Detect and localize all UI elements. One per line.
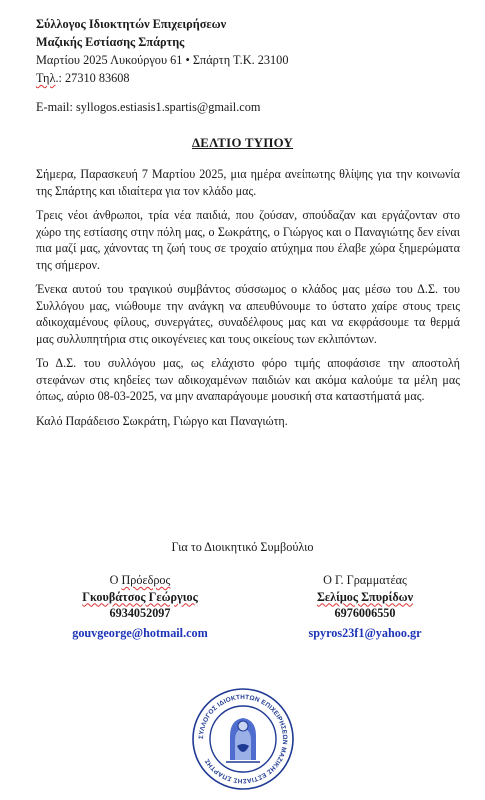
org-phone <box>36 69 456 87</box>
signatory-email: gouvgeorge@hotmail.com <box>72 625 208 640</box>
signature-president <box>40 572 240 641</box>
org-name: Σύλλογος Ιδιοκτητών Επιχειρήσεων <box>36 17 227 31</box>
document-body <box>36 166 460 437</box>
role-title: Γραμματέας <box>346 573 407 587</box>
association-seal-logo <box>190 686 296 792</box>
signatory-name-text: Γκουβάτσος Γεώργιος <box>82 589 198 604</box>
paragraph: Το Δ.Σ. του συλλόγου μας, ως ελάχιστο φόρο τιμής αποφάσισε την αποστολή στεφάνων στις κηδείες των αδικοχαμένων παιδιών και ακόμα καλούμε τα μέλη μας όπως, αύριο 08-03-2025, να μην αναπαράγουμε μουσική στα καταστήματά μας. <box>36 356 460 403</box>
letterhead <box>36 15 456 116</box>
signatory-role <box>265 572 465 589</box>
paragraph: Τρεις νέοι άνθρωποι, τρία νέα παιδιά, που ζούσαν, σπούδαζαν και εργάζονταν στο χώρο της εστίασης στην πόλη μας, ο Σωκράτης, ο Γιώργος και ο Παναγιώτης δεν είναι πια μαζί μας, χάνοντας τη ζωή τους σε τροχαίο ατύχημα που έλαβε χώρα ξημερώματα της σήμερον. <box>36 208 460 272</box>
role-prefix: Ο Γ. <box>323 573 347 587</box>
signatory-phone: 6976006550 <box>334 606 396 620</box>
document-title: ΔΕΛΤΙΟ ΤΥΠΟΥ <box>191 136 294 150</box>
signatory-role <box>40 572 240 589</box>
seal-text: ΣΥΛΛΟΓΟΣ ΙΔΙΟΚΤΗΤΩΝ ΕΠΙΧΕΙΡΗΣΕΩΝ ΜΑΖΙΚΗΣ ΕΣΤΙΑΣΗΣ ΣΠΑΡΤΗΣ <box>197 693 289 785</box>
role-prefix: Ο <box>109 573 122 587</box>
org-address: Μαρτίου 2025 Λυκούργου 61 • Σπάρτη Τ.Κ. 23100 <box>36 53 289 67</box>
signatory-name <box>265 589 465 606</box>
closing-line: Καλό Παράδεισο Σωκράτη, Γιώργο και Παναγιώτη. <box>36 413 288 428</box>
paragraph: Ένεκα αυτού του τραγικού συμβάντος σύσσωμος ο κλάδος μας μέσω του Δ.Σ. του Συλλόγου μας, νιώθουμε την ανάγκη να απευθύνουμε το ύστατο χαίρε στους τρεις αδικοχαμένους φίλους, συνεργάτες, συναδέλφους μας και να εκφράσουμε τα θερμά μας συλλυπητήρια στις οικογένειες και τους οικείους των εκλιπόντων. <box>36 282 460 346</box>
signatory-phone: 6934052097 <box>109 606 171 620</box>
org-subtitle: Μαζικής Εστίασης Σπάρτης <box>36 35 185 49</box>
signature-secretary <box>265 572 465 641</box>
signatory-name <box>40 589 240 606</box>
paragraph: Σήμερα, Παρασκευή 7 Μαρτίου 2025, μια ημέρα ανείπωτης θλίψης για την κοινωνία της Σπάρτης και ιδιαίτερα για τον κλάδο μας. <box>36 167 460 198</box>
signatory-name-text: Σελίμος Σπυρίδων <box>316 589 414 604</box>
seal-figure-icon <box>226 718 260 762</box>
phone-label: Τηλ <box>36 71 56 85</box>
board-line: Για το Διοικητικό Συμβούλιο <box>171 540 314 554</box>
phone-value: .: 27310 83608 <box>55 71 130 85</box>
org-email: E-mail: syllogos.estiasis1.spartis@gmail.com <box>36 100 261 114</box>
role-title: Πρόεδρος <box>121 573 171 587</box>
signatory-email: spyros23f1@yahoo.gr <box>308 625 422 640</box>
